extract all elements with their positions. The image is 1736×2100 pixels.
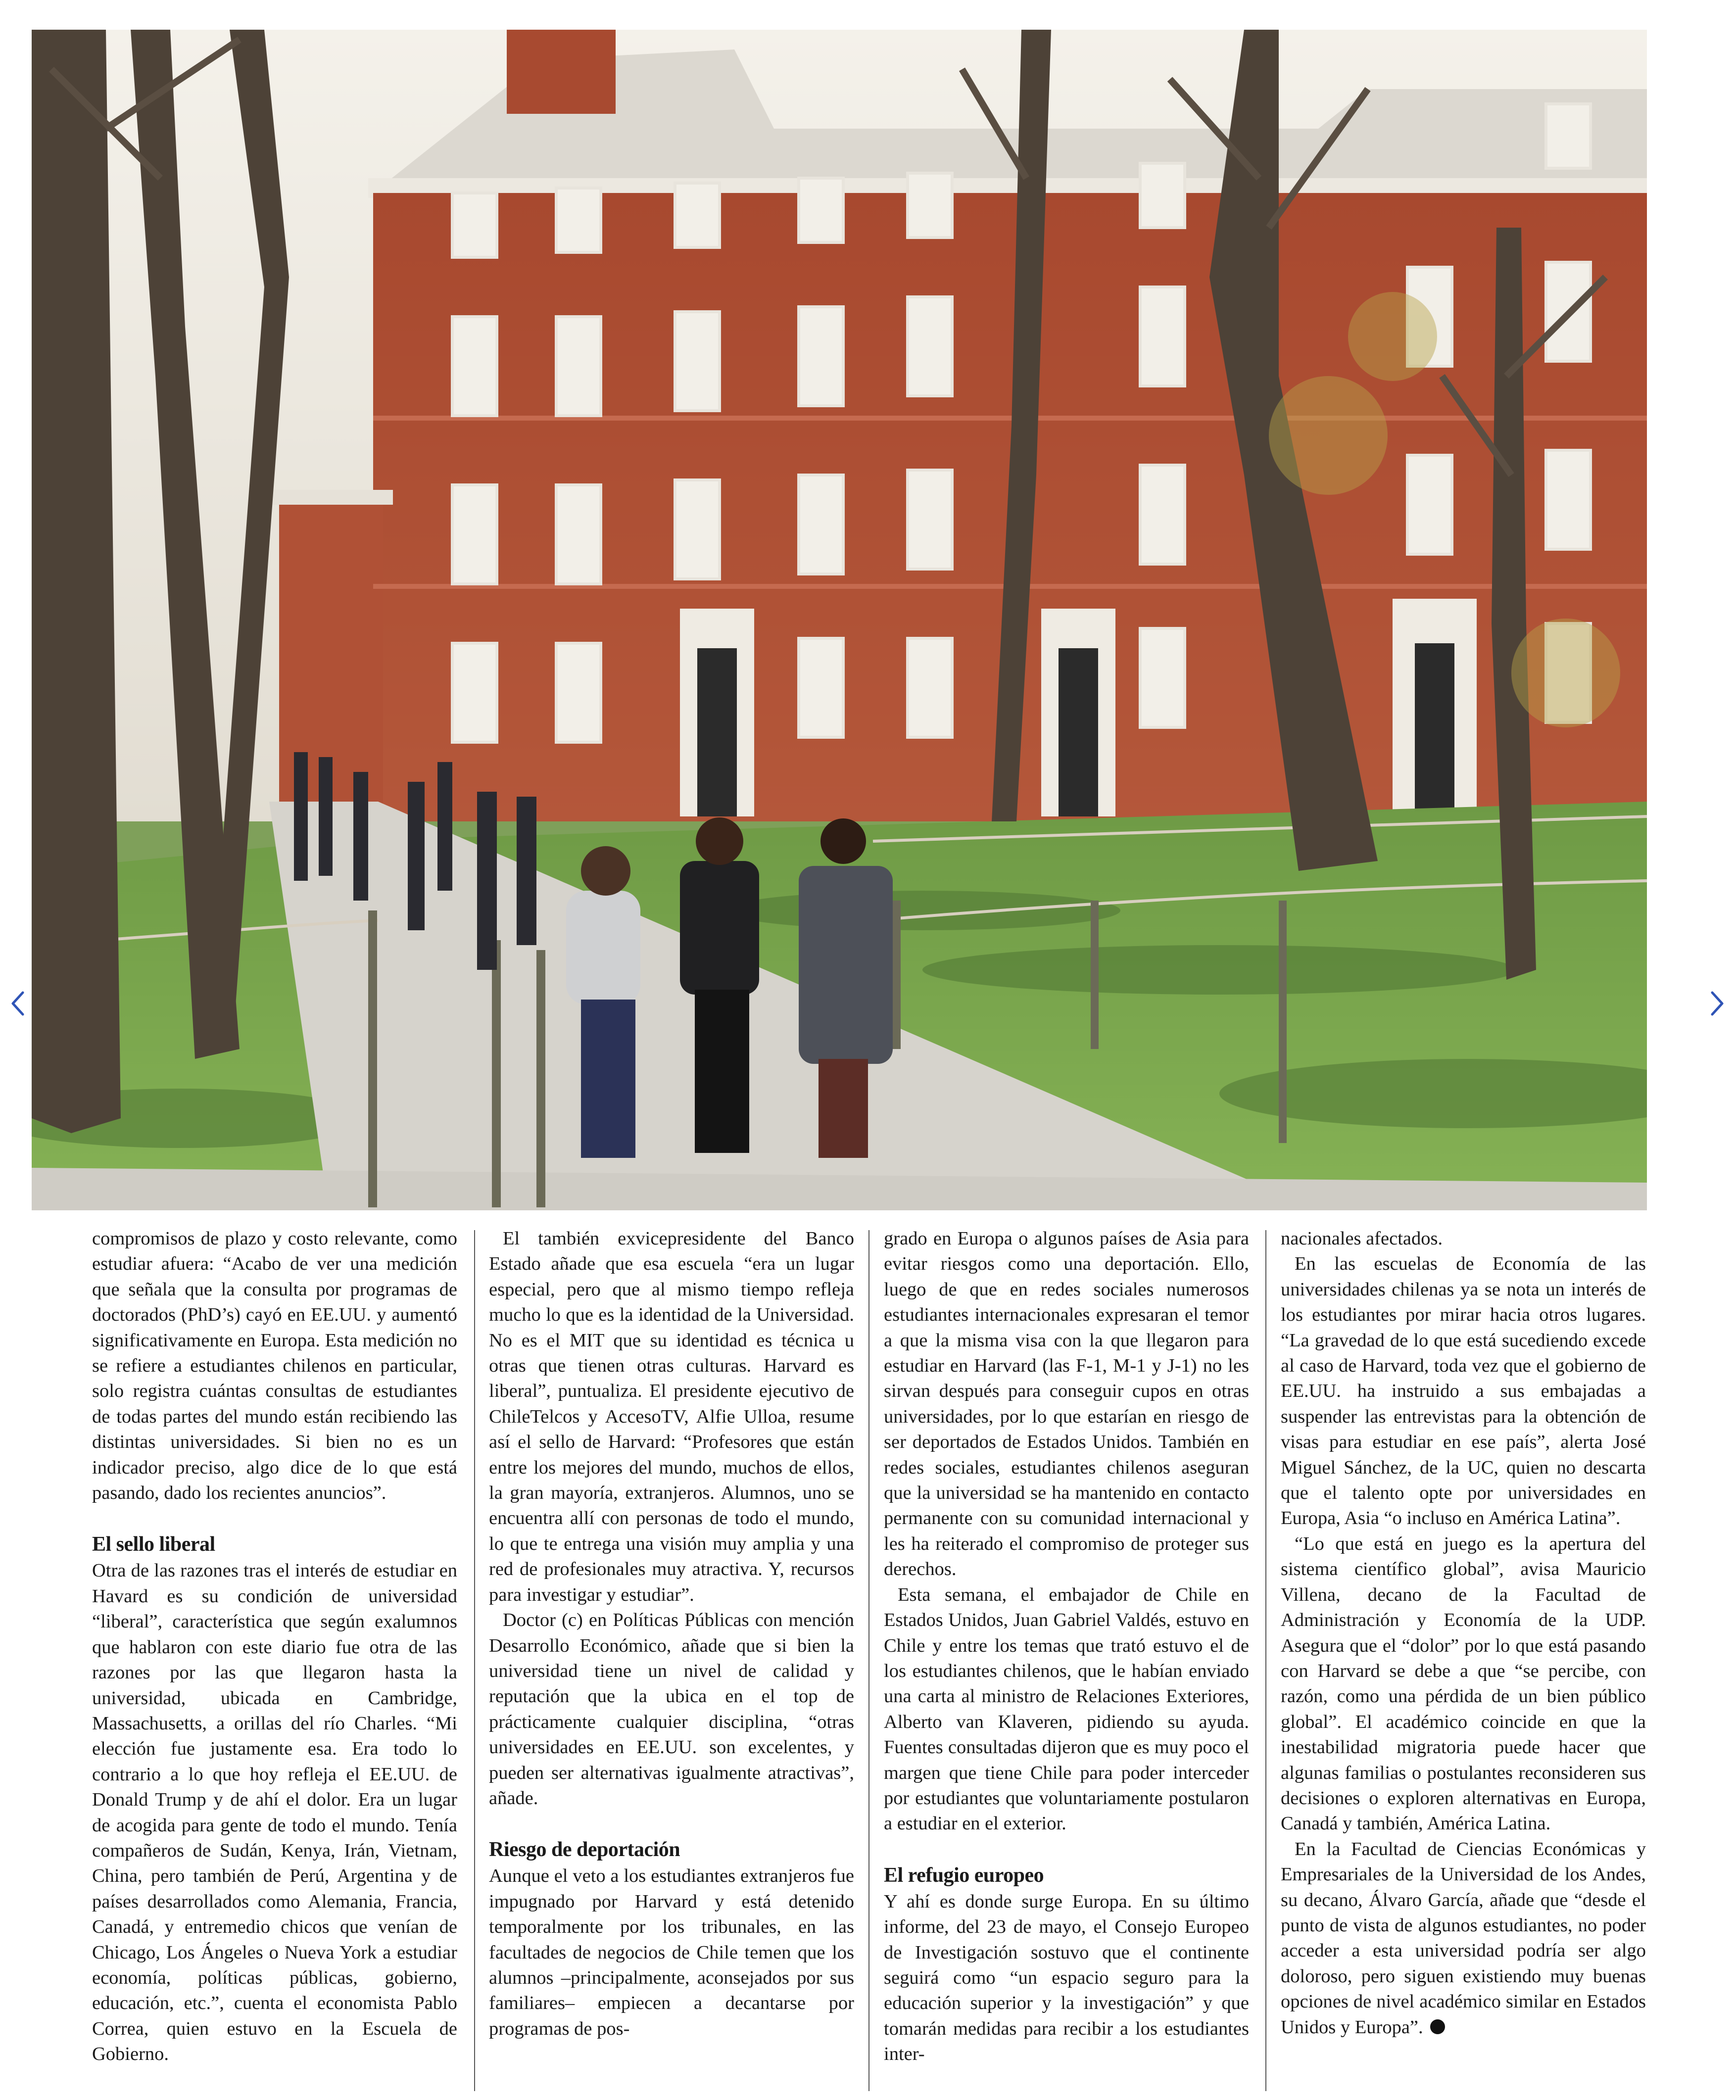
column-divider <box>1265 1230 1266 2091</box>
chevron-left-icon <box>9 990 27 1017</box>
end-of-article-dot-icon <box>1430 2019 1445 2034</box>
paragraph: compromisos de plazo y costo relevante, como estudiar afuera: “Acabo de ver una medición que señala que la consulta por programas de doctorados (PhD’s) cayó en EE.UU. y aumentó significativamente en Europa. Esta medición no se refiere a estudiantes chilenos en particular, solo registra cuántas consultas de estudiantes de todas partes del mundo están recibiendo las distintas universidades. Si bien no es un indicador preciso, algo dice de lo que está pasando, dado los recientes anuncios”. <box>92 1228 457 1504</box>
paragraph: Esta semana, el embajador de Chile en Estados Unidos, Juan Gabriel Valdés, estuvo en Chile y entre los temas que trató estuvo el de los estudiantes chilenos, que le habían enviado una carta al ministro de Relaciones Exteriores, Alberto van Klaveren, pidiendo su ayuda. Fuentes consultadas dijeron que es muy poco el margen que tiene Chile para poder interceder por estudiantes que voluntariamente postularon a estudiar en el exterior. <box>884 1584 1249 1834</box>
paragraph: En las escuelas de Economía de las universidades chilenas ya se nota un interés de los estudiantes por mirar hacia otros lugares. “La gravedad de lo que está sucediendo excede al caso de Harvard, toda vez que el gobierno de EE.UU. ha instruido a sus embajadas a suspender las entrevistas para la obtención de visas para estudiar en ese país”, alerta José Miguel Sánchez, de la UC, quien no descarta que el talento opte por universidades en Europa, Asia “o incluso en América Latina”. <box>1281 1253 1646 1529</box>
paragraph: Y ahí es donde surge Europa. En su último informe, del 23 de mayo, el Consejo Europeo de Investigación sostuvo que el continente seguirá como “un espacio seguro para la educación superior y la investigación” y que tomarán medidas para recibir a los estudiantes inter- <box>884 1891 1249 2065</box>
paragraph: El también exvicepresidente del Banco Estado añade que esa escuela “era un lugar especial, pero que al mismo tiempo refleja mucho lo que es la identidad de la Universidad. No es el MIT que su identidad es técnica u otras que tienen otras culturas. Harvard es liberal”, puntualiza. El presidente ejecutivo de ChileTelcos y AccesoTV, Alfie Ulloa, resume así el sello de Harvard: “Profesores que están entre los mejores del mundo, muchos de ellos, la gran mayoría, extranjeros. Alumnos, uno se encuentra allí con personas de todo el mundo, lo que te entrega una visión muy amplia y una red de profesionales muy atractiva. Y, recursos para investigar y estudiar”. <box>489 1228 854 1605</box>
paragraph: grado en Europa o algunos países de Asia para evitar riesgos como una deportación. Ello, luego de que en redes sociales numerosos estudiantes internacionales expresaran el temor a que la misma visa con la que llegaron para estudiar en Harvard (las F-1, M-1 y J-1) no les sirvan después para conseguir cupos en otras universidades, por lo que estarían en riesgo de ser deportados de Estados Unidos. También en redes sociales, estudiantes chilenos aseguran que la universidad se ha mantenido en contacto permanente con su comunidad internacional y les ha reiterado el compromiso de proteger sus derechos. <box>884 1228 1249 1580</box>
carousel-next-button[interactable] <box>1702 985 1732 1022</box>
paragraph: “Lo que está en juego es la apertura del sistema científico global”, avisa Mauricio Villena, decano de la Facultad de Administración y Economía de la UDP. Asegura que el “dolor” por lo que está pasando con Harvard se debe a que “se percibe, con razón, como una pérdida de un bien público global”. El académico coincide en que la inestabilidad migratoria puede hacer que algunas familias o postulantes reconsideren sus decisiones o exploren alternativas en Europa, Canadá y también, América Latina. <box>1281 1533 1646 1834</box>
article-column-3 <box>884 1226 1249 2067</box>
paragraph: Otra de las razones tras el interés de estudiar en Havard es su condición de universidad “liberal”, característica que según exalumnos que hablaron con este diario fue otra de las razones por las que llegaron hasta la universidad, ubicada en Cambridge, Massachusetts, a orillas del río Charles. “Mi elección fue justamente esa. Era todo lo contrario a lo que hoy refleja el EE.UU. de Donald Trump y de ahí el dolor. Era un lugar de acogida para gente de todo el mundo. Tenía compañeros de Sudán, Kenya, Irán, Vietnam, China, pero también de Perú, Argentina y de países desarrollados como Alemania, Francia, Canadá, y entremedio chicos que venían de Chicago, Los Ángeles o Nueva York a estudiar economía, políticas públicas, gobierno, educación, etc.”, cuenta el economista Pablo Correa, quien estuvo en la Escuela de Gobierno. <box>92 1560 457 2065</box>
paragraph-last <box>1281 1837 1646 2040</box>
article-column-1 <box>92 1226 457 2067</box>
column-divider <box>474 1230 475 2091</box>
subheading: El sello liberal <box>92 1533 215 1556</box>
chevron-right-icon <box>1708 990 1726 1017</box>
carousel-prev-button[interactable] <box>3 985 33 1022</box>
paragraph-text: En la Facultad de Ciencias Económicas y Empresariales de la Universidad de los Andes, su decano, Álvaro García, añade que “desde el punto de vista de algunos estudiantes, no poder acceder a esta universidad podría ser algo doloroso, pero siguen existiendo muy buenas opciones de nivel académico similar en Estados Unidos y Europa”. <box>1281 1838 1646 2038</box>
campus-photo-illustration <box>32 30 1647 1210</box>
article-photo <box>32 30 1647 1210</box>
paragraph: Doctor (c) en Políticas Públicas con mención Desarrollo Económico, añade que si bien la universidad tiene un nivel de calidad y reputación que la ubica en el top de prácticamente cualquier disciplina, “otras universidades en EE.UU. son excelentes, y pueden ser alternativas igualmente atractivas”, añade. <box>489 1610 854 1809</box>
article-column-4 <box>1281 1226 1646 2040</box>
column-divider <box>868 1230 869 2091</box>
paragraph: nacionales afectados. <box>1281 1228 1443 1249</box>
subheading: Riesgo de deportación <box>489 1838 680 1861</box>
subheading: El refugio europeo <box>884 1863 1044 1887</box>
paragraph: Aunque el veto a los estudiantes extranjeros fue impugnado por Harvard y está detenido temporalmente por los tribunales, en las facultades de negocios de Chile temen que los alumnos –principalmente, aconsejados por sus familiares– empiecen a decantarse por programas de pos- <box>489 1865 854 2039</box>
article-column-2 <box>489 1226 854 2042</box>
